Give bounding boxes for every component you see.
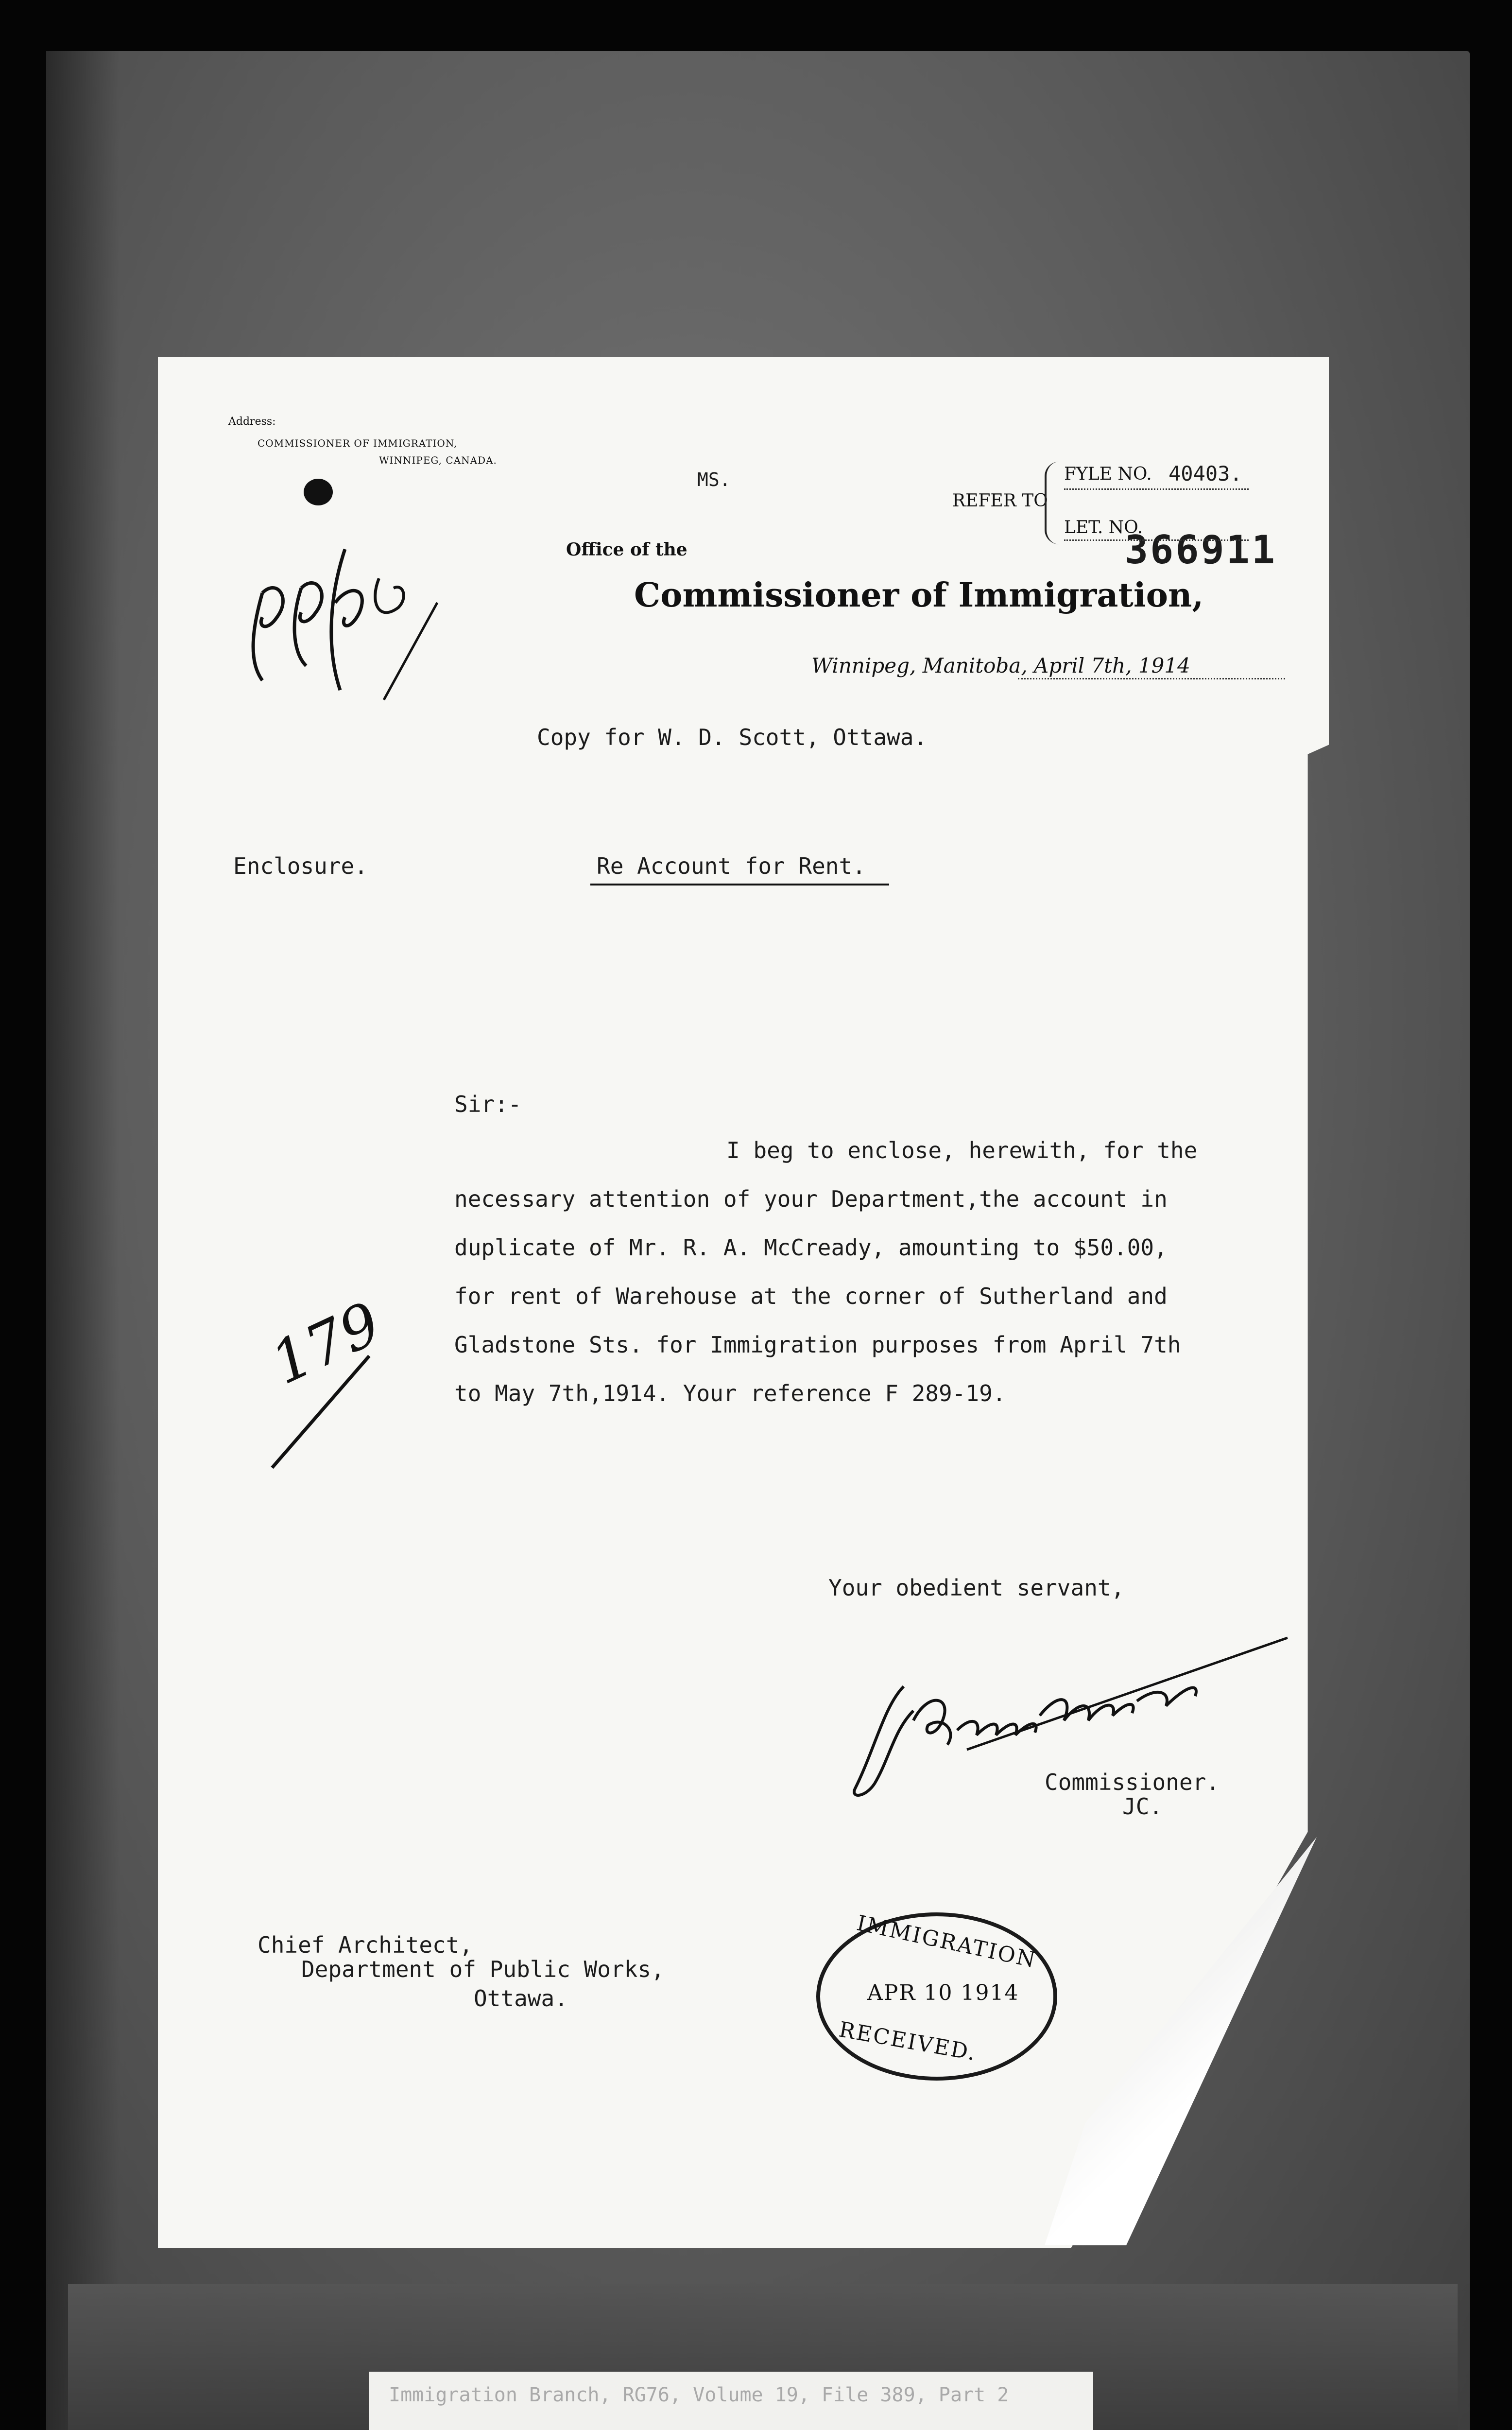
let-dotted-line xyxy=(1064,539,1249,541)
stamp-bottom-text: RECEIVED. xyxy=(837,2017,979,2066)
copy-for-line: Copy for W. D. Scott, Ottawa. xyxy=(537,724,928,750)
date-dotted-line xyxy=(1018,678,1285,679)
refer-to-label: REFER TO xyxy=(952,491,1048,511)
stamp-top-text: IMMIGRATION xyxy=(854,1910,1039,1973)
ms-mark: MS. xyxy=(697,469,731,490)
body-line: I beg to enclose, herewith, for the xyxy=(726,1137,1198,1163)
office-of-label: Office of the xyxy=(566,539,687,560)
refer-brace xyxy=(1045,462,1061,544)
body-line: necessary attention of your Department,the account in xyxy=(454,1186,1168,1212)
letterhead-title: Commissioner of Immigration, xyxy=(634,576,1204,615)
addressee-line-3: Ottawa. xyxy=(474,1985,568,2012)
body-line: to May 7th,1914. Your reference F 289-19. xyxy=(454,1380,1006,1406)
subject-line: Re Account for Rent. xyxy=(597,853,866,879)
handwritten-initials-mark xyxy=(233,505,466,710)
fyle-number: 40403. xyxy=(1168,462,1242,486)
closing-line: Your obedient servant, xyxy=(828,1575,1125,1601)
addressee-line-2: Department of Public Works, xyxy=(301,1956,665,1982)
signer-title: Commissioner. xyxy=(1045,1769,1220,1795)
fyle-no-label: FYLE NO. xyxy=(1064,464,1152,484)
body-line: duplicate of Mr. R. A. McCready, amounting to $50.00, xyxy=(454,1234,1168,1261)
mount-shadow xyxy=(46,51,119,2430)
place-and-date: Winnipeg, Manitoba, April 7th, 1914 xyxy=(811,654,1190,677)
let-no-label: LET. NO. xyxy=(1064,518,1143,538)
address-line-1: COMMISSIONER OF IMMIGRATION, xyxy=(258,437,458,449)
address-line-2: WINNIPEG, CANADA. xyxy=(379,454,497,466)
enclosure-label: Enclosure. xyxy=(233,853,368,879)
handwritten-folio-number xyxy=(253,1273,413,1477)
fyle-dotted-line xyxy=(1064,488,1249,490)
body-line: for rent of Warehouse at the corner of Sutherland and xyxy=(454,1283,1168,1309)
subject-underline xyxy=(590,884,889,885)
typist-initials: JC. xyxy=(1122,1793,1163,1820)
address-label: Address: xyxy=(228,416,276,428)
folio-number-text: 179 xyxy=(261,1289,391,1398)
addressee-line-1: Chief Architect, xyxy=(258,1932,473,1958)
let-number: 366911 xyxy=(1125,527,1277,573)
stamp-date: APR 10 1914 xyxy=(867,1980,1019,2005)
salutation: Sir:- xyxy=(454,1091,522,1117)
body-line: Gladstone Sts. for Immigration purposes from April 7th xyxy=(454,1332,1181,1358)
archive-reference-text: Immigration Branch, RG76, Volume 19, File 389, Part 2 xyxy=(389,2384,1009,2406)
ink-blot xyxy=(304,479,333,505)
